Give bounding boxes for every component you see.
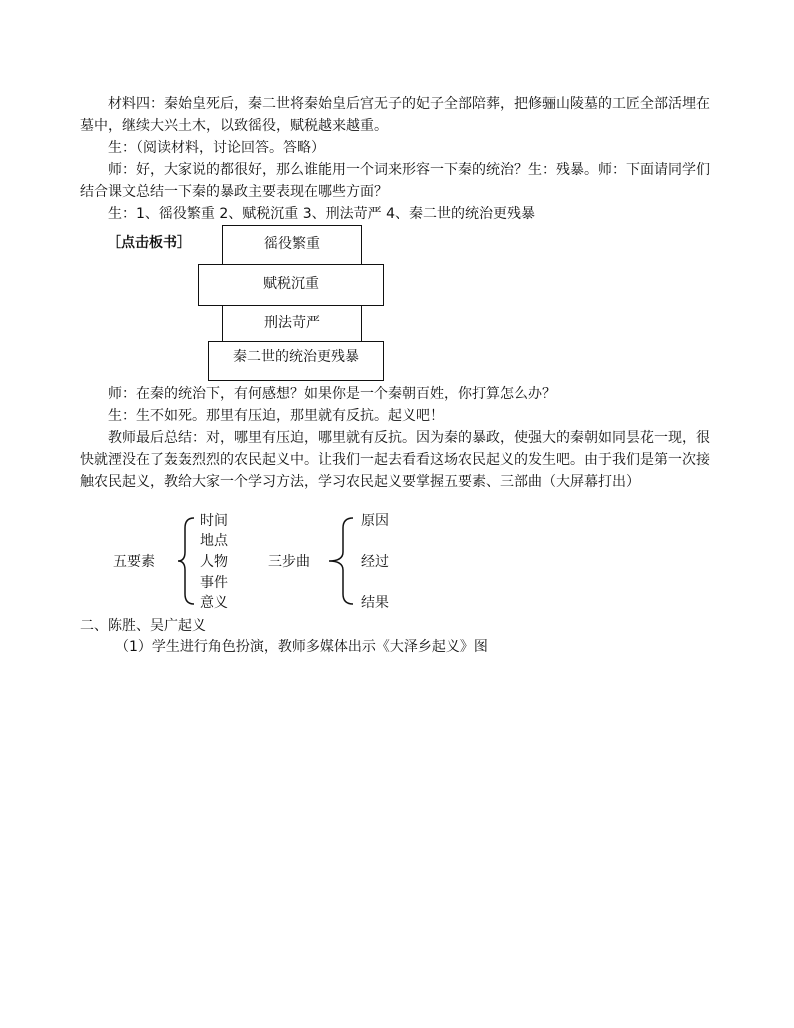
five-item-event: 事件 bbox=[200, 575, 228, 591]
paragraph-teacher-question: 师：好，大家说的都很好，那么谁能用一个词来形容一下秦的统治？生：残暴。师：下面请同学们结合课文总结一下秦的暴政主要表现在哪些方面？ bbox=[80, 162, 710, 200]
board-item-corvee: 徭役繁重 bbox=[222, 225, 362, 265]
paragraph-student-answer: 生：1、徭役繁重 2、赋税沉重 3、刑法苛严 4、秦二世的统治更残暴 bbox=[108, 206, 535, 222]
five-item-meaning: 意义 bbox=[200, 595, 228, 611]
section-heading: 二、陈胜、吴广起义 bbox=[80, 618, 206, 634]
paragraph-student-reading: 生：（阅读材料，讨论回答。答略） bbox=[108, 140, 325, 156]
paragraph-student-feeling: 生：生不如死。那里有压迫，那里就有反抗。起义吧！ bbox=[108, 408, 444, 424]
five-elements-label: 五要素 bbox=[113, 554, 155, 570]
section-line-role-play: （1）学生进行角色扮演，教师多媒体出示《大泽乡起义》图 bbox=[115, 639, 488, 655]
five-item-people: 人物 bbox=[200, 554, 228, 570]
paragraph-teacher-summary: 教师最后总结：对，哪里有压迫，哪里就有反抗。因为秦的暴政，使强大的秦朝如同昙花一现，很快就湮没在了轰轰烈烈的农民起义中。让我们一起去看看这场农民起义的发生吧。由于我们是第一次接触农民起义，教给大家一个学习方法，学习农民起义要掌握五要素、三部曲（大屏幕打出） bbox=[80, 430, 710, 490]
right-brace-icon bbox=[325, 516, 355, 606]
board-item-taxes: 赋税沉重 bbox=[198, 264, 384, 306]
board-title: ［点击板书］ bbox=[107, 235, 191, 251]
board-item-laws: 刑法苛严 bbox=[222, 305, 362, 343]
three-item-cause: 原因 bbox=[361, 513, 389, 529]
left-brace-icon bbox=[176, 516, 196, 606]
board-item-second-emperor: 秦二世的统治更残暴 bbox=[208, 341, 384, 381]
three-item-result: 结果 bbox=[361, 595, 389, 611]
paragraph-material-four: 材料四：秦始皇死后，秦二世将秦始皇后宫无子的妃子全部陪葬，把修骊山陵墓的工匠全部活埋在墓中，继续大兴土木，以致徭役，赋税越来越重。 bbox=[80, 96, 710, 134]
paragraph-teacher-feeling: 师：在秦的统治下，有何感想？如果你是一个秦朝百姓，你打算怎么办？ bbox=[108, 386, 556, 402]
three-item-process: 经过 bbox=[361, 554, 389, 570]
five-item-time: 时间 bbox=[200, 513, 228, 529]
five-item-place: 地点 bbox=[200, 533, 228, 549]
three-steps-label: 三步曲 bbox=[268, 554, 310, 570]
